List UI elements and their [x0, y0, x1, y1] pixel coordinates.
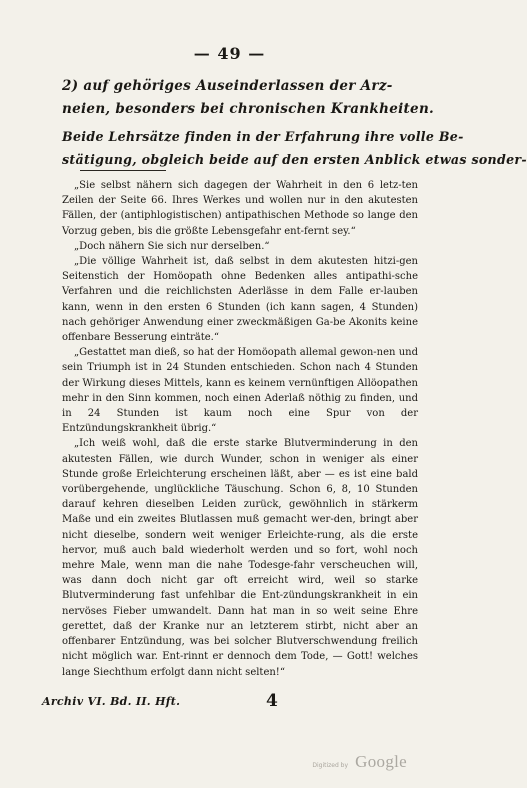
intro-line-2: stätigung, obgleich beide auf den ersten Anblick etwas sonder- [62, 152, 527, 167]
quote-paragraph: „Gestattet man dieß, so hat der Homöopath allemal gewon-nen und sein Triumph ist in 24 Stunden entschieden. Schon nach 4 Stunden der Wirkung dieses Mittels, kann es keinem vernünftigen Allöopathen mehr in den Sinn kommen, noch einen Aderlaß nöthig zu finden, und in 24 Stunden ist kaum noch eine Spur von der Entzündungskrankheit übrig.“ [62, 347, 418, 435]
section-heading-line-1: 2) auf gehöriges Auseinderlassen der Arz- [62, 78, 393, 94]
quote-paragraph: „Sie selbst nähern sich dagegen der Wahrheit in den 6 letz-ten Zeilen der Seite 66. Ihres Werkes und wollen nur in den akutesten Fällen, der (antiphlogistischen) antipathischen Methode so lange den Vorzug geben, bis die größte Lebensgefahr ent-fernt sey.“ [62, 180, 418, 237]
signature-number: 4 [266, 691, 278, 711]
quote-paragraph: „Doch nähern Sie sich nur derselben.“ [74, 240, 270, 252]
intro-line-1: Beide Lehrsätze finden in der Erfahrung ihre volle Be- [62, 129, 464, 144]
quote-paragraph: „Ich weiß wohl, daß die erste starke Blutverminderung in den akutesten Fällen, wie durch Wunder, schon in weniger als einer Stunde große Erleichterung erscheinen läßt, aber — es ist eine bald vorübergehende, unglückliche Täuschung. Schon 6, 8, 10 Stunden darauf kehren dieselben Leiden zurück, gewöhnlich in stärkerm Maße und ein zweites Blutlassen muß gemacht wer-den, bringt aber nicht dieselbe, sondern weit weniger Erleichte-rung, als die erste hervor, muß auch bald wiederholt werden und so fort, wohl noch mehre Male, wenn man die nahe Todesge-fahr verscheuchen will, was dann doch nicht gar oft erreicht wird, weil so starke Blutverminderung fast unfehlbar die Ent-zündungskrankheit in ein nervöses Fieber umwandelt. Dann hat man in so weit seine Ehre gerettet, daß der Kranke nur an letzterem stirbt, nicht aber an offenbarer Entzündung, was bei solcher Blutverschwendung freilich nicht möglich war. Ent-rinnt er dennoch dem Tode, — Gott! welches lange Siechthum erfolgt dann nicht selten!“ [62, 438, 418, 678]
digitized-watermark [312, 752, 407, 772]
google-logo: Google [355, 752, 407, 771]
watermark-prefix: Digitized by [312, 762, 349, 769]
quotation-block [62, 178, 418, 680]
signature-mark: Archiv VI. Bd. II. Hft. [42, 695, 181, 708]
quote-paragraph: „Die völlige Wahrheit ist, daß selbst in dem akutesten hitzi-gen Seitenstich der Homöopath ohne Bedenken alles antipathi-sche Verfahren und die reichlichsten Aderlässe in dem Falle er-lauben kann, wenn in den ersten 6 Stunden (ich kann sagen, 4 Stunden) nach gehöriger Anwendung einer zweckmäßigen Ga-be Akonits keine offenbare Besserung einträte.“ [62, 256, 418, 344]
page-number: — 49 — [193, 44, 266, 63]
section-rule [80, 170, 166, 171]
section-heading-line-2: neien, besonders bei chronischen Krankheiten. [62, 101, 435, 117]
